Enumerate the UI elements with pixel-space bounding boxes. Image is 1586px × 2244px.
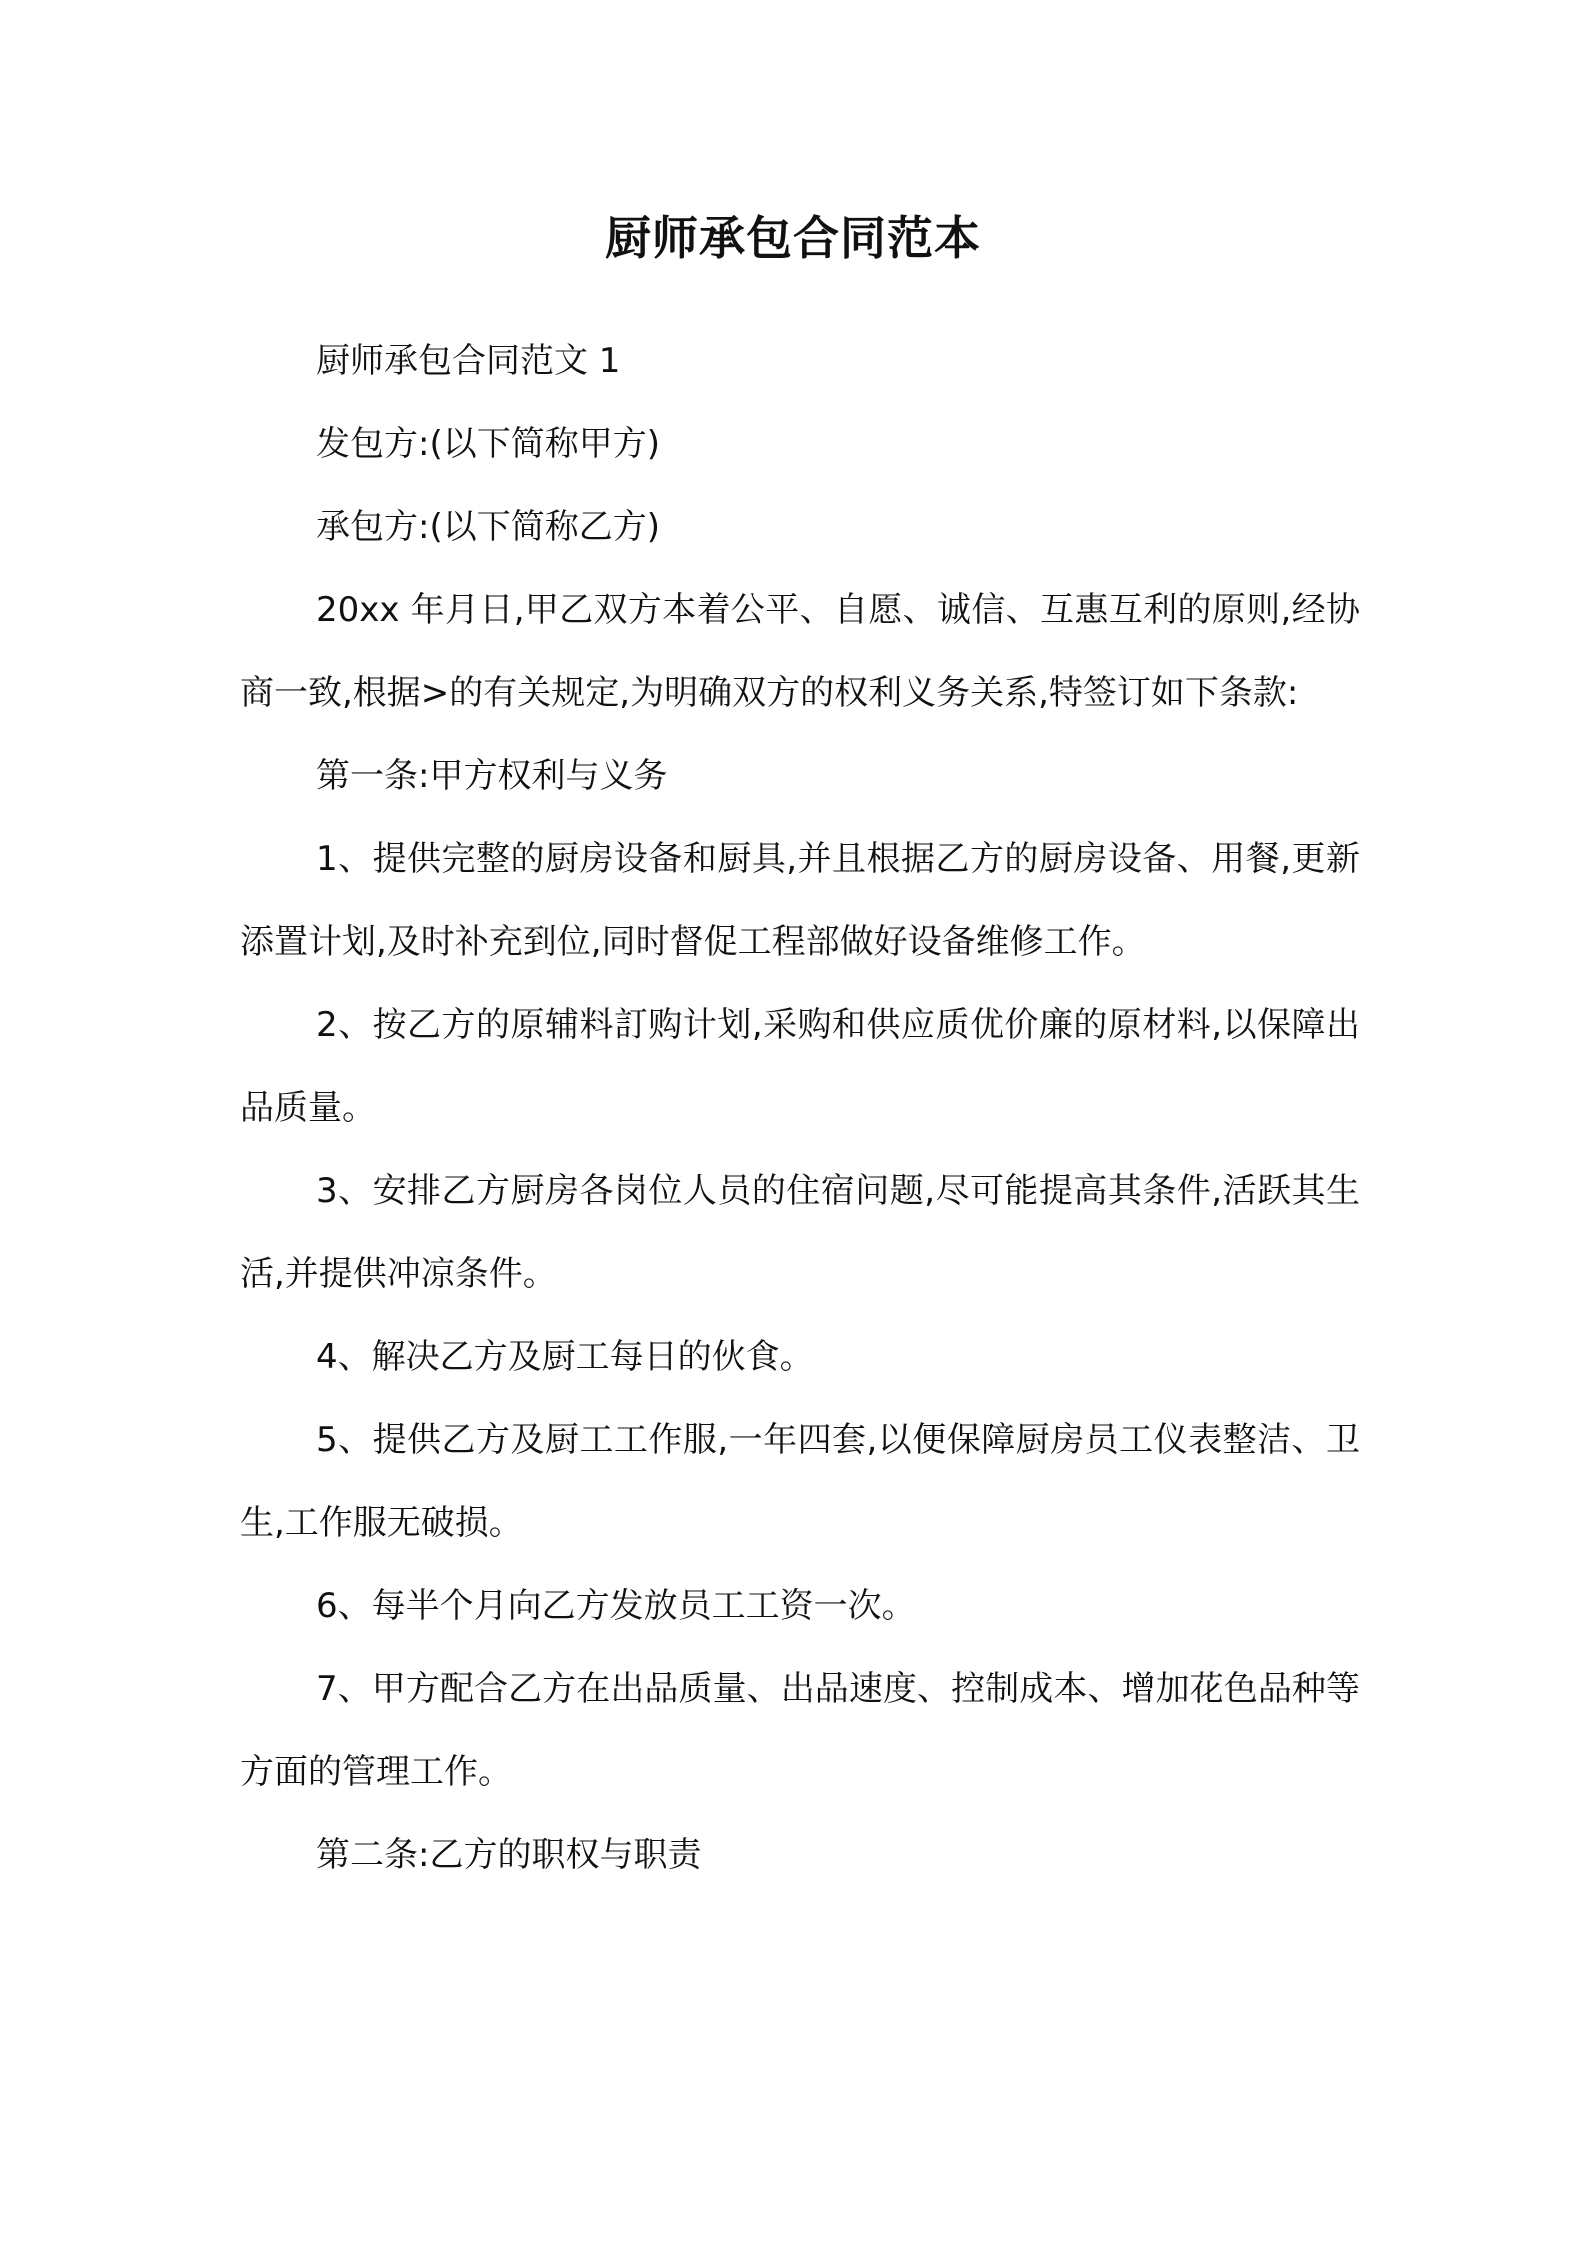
article-1-item-2: 2、按乙方的原辅料訂购计划,采购和供应质优价廉的原材料,以保障出品质量。	[240, 1005, 1360, 1128]
article-1-item-6: 6、每半个月向乙方发放员工工资一次。	[316, 1586, 916, 1626]
article-1-item-1: 1、提供完整的厨房设备和厨具,并且根据乙方的厨房设备、用餐,更新添置计划,及时补充到位,同时督促工程部做好设备维修工作。	[240, 839, 1360, 962]
article-1-item-5: 5、提供乙方及厨工工作服,一年四套,以便保障厨房员工仪表整洁、卫生,工作服无破损。	[240, 1420, 1360, 1543]
paragraph-preamble: 20xx 年月日,甲乙双方本着公平、自愿、诚信、互惠互利的原则,经协商一致,根据>的有关规定,为明确双方的权利义务关系,特签订如下条款:	[240, 590, 1360, 713]
paragraph-party-b: 承包方:(以下简称乙方)	[316, 507, 660, 547]
article-1-item-3: 3、安排乙方厨房各岗位人员的住宿问题,尽可能提高其条件,活跃其生活,并提供冲凉条件。	[240, 1171, 1360, 1294]
article-1-item-4: 4、解决乙方及厨工每日的伙食。	[316, 1337, 814, 1377]
article-1-item-7: 7、甲方配合乙方在出品质量、出品速度、控制成本、增加花色品种等方面的管理工作。	[240, 1669, 1360, 1792]
document-title: 厨师承包合同范本	[605, 211, 981, 265]
article-1-heading: 第一条:甲方权利与义务	[316, 756, 668, 796]
document-body	[240, 320, 1360, 1897]
article-2-heading: 第二条:乙方的职权与职责	[316, 1835, 702, 1875]
paragraph-heading: 厨师承包合同范文 1	[316, 341, 621, 381]
paragraph-party-a: 发包方:(以下简称甲方)	[316, 424, 660, 464]
